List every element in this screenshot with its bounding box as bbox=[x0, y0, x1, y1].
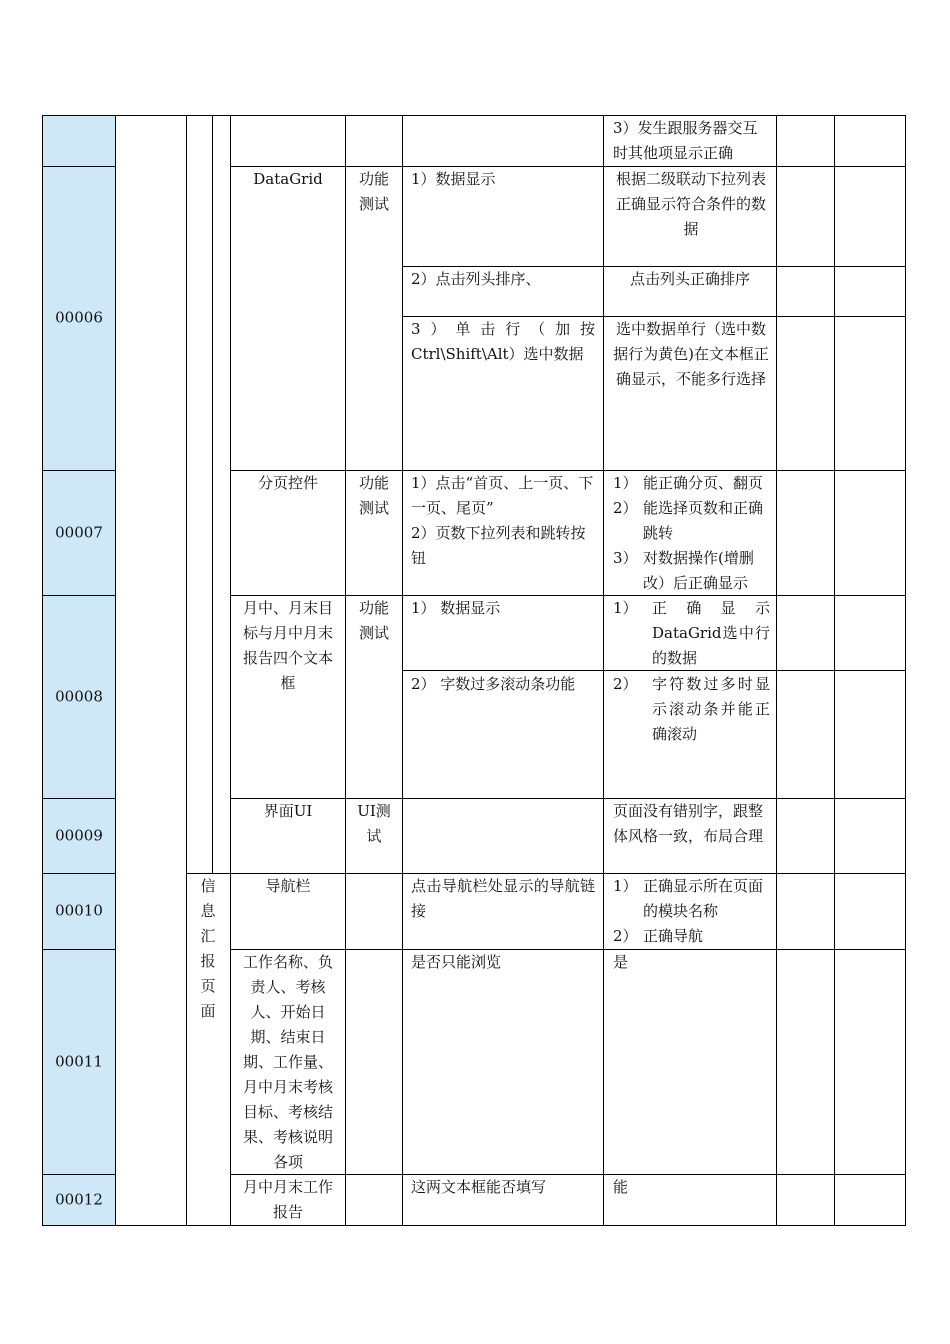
test-step-cell bbox=[403, 1175, 603, 1200]
list-item bbox=[613, 874, 770, 924]
test-type-text: 功能测试 bbox=[358, 474, 389, 517]
table-grid-line bbox=[186, 873, 906, 874]
test-type-cell bbox=[350, 799, 398, 849]
expected-result-text: 选中数据单行（选中数据行为黄色)在文本框正确显示，不能多行选择 bbox=[613, 320, 769, 388]
test-item-cell bbox=[231, 799, 345, 824]
test-id: 00012 bbox=[55, 1190, 103, 1208]
table-grid-line bbox=[402, 670, 906, 671]
test-item-text: 分页控件 bbox=[257, 474, 318, 492]
test-step-cell bbox=[403, 167, 603, 192]
table-grid-line bbox=[42, 470, 116, 471]
test-id: 00007 bbox=[55, 523, 103, 541]
list-number: 2） bbox=[613, 499, 638, 517]
list-text: 对数据操作(增删改）后正确显示 bbox=[643, 549, 754, 592]
expected-result-list bbox=[613, 471, 770, 596]
test-step-cell bbox=[403, 267, 603, 292]
expected-result-cell bbox=[604, 1175, 776, 1200]
test-id: 00011 bbox=[55, 1052, 103, 1070]
expected-result-text: 页面没有错别字，跟整体风格一致，布局合理 bbox=[613, 802, 764, 845]
table-grid-line bbox=[115, 115, 116, 1226]
table-grid-line bbox=[42, 949, 116, 950]
expected-result-list bbox=[613, 672, 770, 747]
table-grid-line bbox=[42, 873, 116, 874]
expected-result-text: 能 bbox=[613, 1178, 629, 1196]
expected-result-text: 是 bbox=[613, 953, 629, 971]
list-item bbox=[613, 471, 770, 496]
test-step-cell bbox=[403, 596, 603, 621]
table-grid-line bbox=[230, 1174, 906, 1175]
page-name-cell bbox=[198, 874, 218, 1024]
table-grid-line bbox=[345, 115, 346, 1226]
id-cell-00010 bbox=[43, 873, 115, 949]
table-border-bottom bbox=[42, 1225, 906, 1226]
test-step-cell bbox=[403, 874, 603, 924]
test-step-cell bbox=[403, 950, 603, 975]
list-text: 正确显示DataGrid选中行的数据 bbox=[652, 599, 770, 667]
id-cell-00008 bbox=[43, 595, 115, 798]
id-cell-00012 bbox=[43, 1174, 115, 1225]
test-id: 00006 bbox=[55, 308, 103, 327]
list-number: 1） bbox=[613, 474, 638, 492]
test-step-text: 2） 字数过多滚动条功能 bbox=[411, 675, 576, 693]
test-step-text: 是否只能浏览 bbox=[411, 953, 502, 971]
table-grid-line bbox=[402, 316, 906, 317]
expected-result-cell bbox=[612, 167, 770, 242]
list-text: 字符数过多时显示滚动条并能正确滚动 bbox=[652, 675, 770, 743]
table-grid-line bbox=[42, 166, 116, 167]
test-step-text: 点击导航栏处显示的导航链接 bbox=[411, 877, 595, 920]
list-number: 2） bbox=[613, 675, 638, 693]
test-id: 00008 bbox=[55, 687, 103, 705]
test-type-cell bbox=[354, 596, 394, 646]
table-border-left bbox=[42, 115, 43, 1226]
table-grid-line bbox=[42, 1174, 116, 1175]
id-cell-00011 bbox=[43, 949, 115, 1174]
test-item-cell bbox=[236, 1175, 340, 1225]
expected-result-list bbox=[613, 874, 770, 949]
expected-result-cell bbox=[604, 874, 776, 949]
list-text: 能选择页数和正确跳转 bbox=[643, 499, 764, 542]
list-item bbox=[613, 924, 770, 949]
page-name-text: 信息汇报页面 bbox=[200, 877, 216, 1020]
expected-result-text: 点击列头正确排序 bbox=[629, 270, 750, 288]
list-item bbox=[613, 496, 770, 546]
table-grid-line bbox=[230, 595, 906, 596]
table-grid-line bbox=[212, 115, 213, 873]
test-type-text: UI测试 bbox=[357, 802, 391, 845]
list-number: 2） bbox=[613, 927, 638, 945]
list-number: 1） bbox=[613, 599, 638, 617]
list-item bbox=[613, 596, 770, 671]
table-grid-line bbox=[230, 115, 231, 1226]
test-item-cell bbox=[231, 874, 345, 899]
table-grid-line bbox=[42, 595, 116, 596]
test-step-text: 1）点击“首页、上一页、下一页、尾页” 2）页数下拉列表和跳转按钮 bbox=[411, 474, 594, 567]
id-cell-00007 bbox=[43, 470, 115, 595]
list-number: 1） bbox=[613, 877, 638, 895]
test-id: 00010 bbox=[55, 901, 103, 920]
table-border-top bbox=[42, 115, 906, 116]
table-grid-line bbox=[230, 949, 906, 950]
test-item-text: 月中、月末目标与月中月末报告四个文本框 bbox=[242, 599, 333, 692]
expected-result-text: 根据二级联动下拉列表正确显示符合条件的数据 bbox=[615, 170, 766, 238]
list-number: 3） bbox=[613, 549, 638, 567]
id-cell-continued bbox=[43, 115, 115, 166]
test-step-text: 3）单击行（加按Ctrl\Shift\Alt）选中数据 bbox=[411, 320, 595, 363]
expected-result-cell bbox=[604, 950, 776, 975]
list-text: 正确显示所在页面的模块名称 bbox=[643, 877, 764, 920]
table-grid-line bbox=[186, 115, 187, 1226]
list-item bbox=[613, 672, 770, 747]
test-type-text: 功能测试 bbox=[358, 599, 389, 642]
test-type-cell bbox=[354, 471, 394, 521]
list-item bbox=[613, 546, 770, 596]
expected-result-text: 3）发生跟服务器交互时其他项显示正确 bbox=[613, 119, 758, 162]
table-grid-line bbox=[42, 798, 116, 799]
expected-result-cell bbox=[604, 596, 776, 671]
test-item-text: 工作名称、负责人、考核人、开始日期、结束日期、工作量、月中月末考核目标、考核结果、考核说明各项 bbox=[242, 953, 333, 1171]
test-step-cell bbox=[403, 471, 603, 571]
test-item-cell bbox=[231, 471, 345, 496]
test-step-cell bbox=[403, 317, 603, 367]
table-grid-line bbox=[230, 166, 906, 167]
expected-result-cell bbox=[604, 672, 776, 747]
test-id: 00009 bbox=[55, 826, 103, 844]
expected-result-cell bbox=[604, 116, 776, 166]
table-grid-line bbox=[402, 266, 906, 267]
list-text: 正确导航 bbox=[643, 927, 704, 945]
list-text: 能正确分页、翻页 bbox=[643, 474, 764, 492]
table-grid-line bbox=[230, 798, 906, 799]
test-step-text: 这两文本框能否填写 bbox=[411, 1178, 547, 1196]
test-item-text: DataGrid bbox=[253, 170, 323, 188]
expected-result-cell bbox=[610, 317, 772, 392]
id-cell-00006 bbox=[43, 166, 115, 470]
table-grid-line bbox=[230, 470, 906, 471]
test-step-text: 1） 数据显示 bbox=[411, 599, 501, 617]
test-step-text: 2）点击列头排序、 bbox=[411, 270, 541, 288]
test-type-cell bbox=[354, 167, 394, 217]
test-item-cell bbox=[231, 167, 345, 192]
expected-result-list bbox=[613, 596, 770, 671]
test-item-text: 导航栏 bbox=[265, 877, 311, 895]
test-item-cell bbox=[236, 950, 340, 1175]
test-step-text: 1）数据显示 bbox=[411, 170, 496, 188]
test-step-cell bbox=[403, 672, 603, 697]
test-type-text: 功能测试 bbox=[358, 170, 389, 213]
expected-result-cell bbox=[604, 267, 776, 292]
id-cell-00009 bbox=[43, 798, 115, 873]
test-item-text: 月中月末工作报告 bbox=[242, 1178, 333, 1221]
test-item-text: 界面UI bbox=[263, 802, 313, 820]
test-item-cell bbox=[236, 596, 340, 696]
expected-result-cell bbox=[604, 799, 776, 849]
expected-result-cell bbox=[604, 471, 776, 596]
